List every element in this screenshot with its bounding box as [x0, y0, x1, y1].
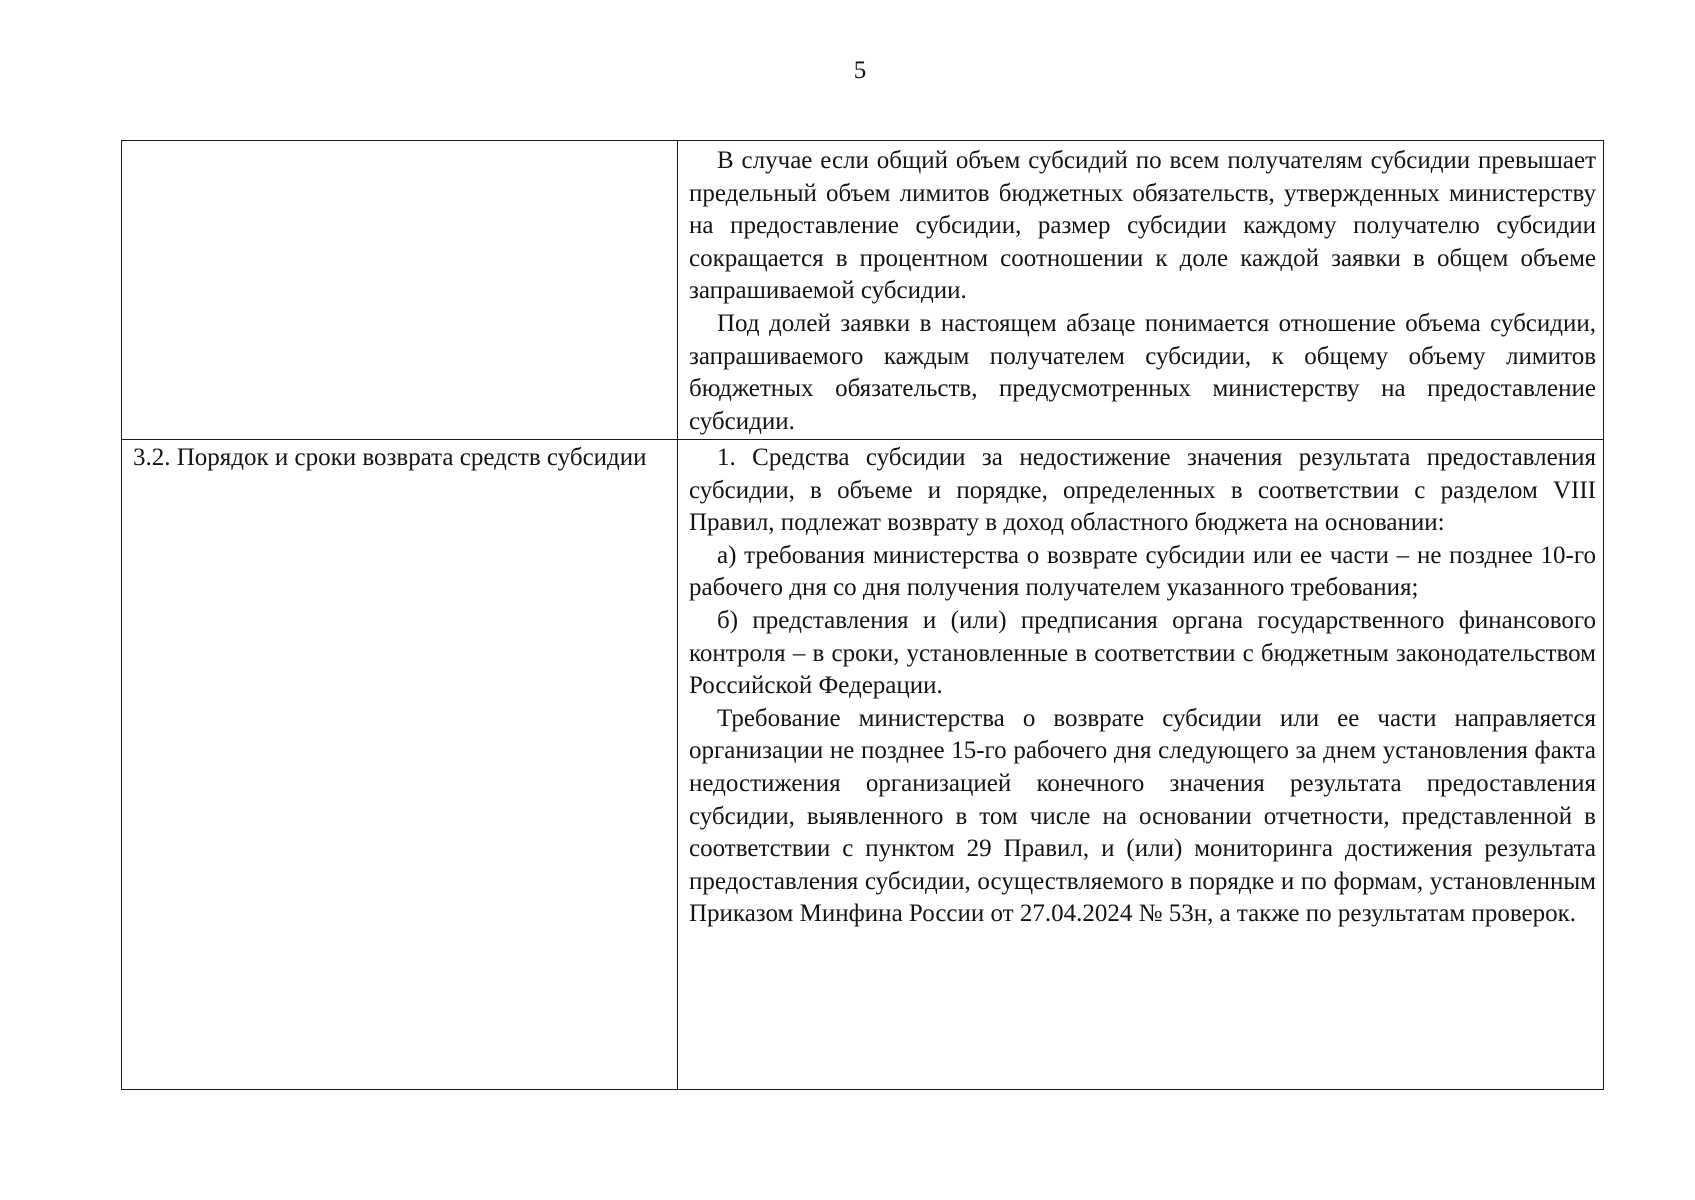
page-number: 5 [853, 57, 867, 84]
paragraph: б) представления и (или) предписания органа государственного финансового контроля – в сроки, установленные в соответствии с бюджетным законодательством Российской Федерации. [689, 606, 1596, 700]
document-table [121, 140, 1604, 1090]
paragraph: В случае если общий объем субсидий по всем получателям субсидии превышает предельный объем лимитов бюджетных обязательств, утвержденных министерству на предоставление субсидии, размер субсидии каждому получателю субсидии сокращается в процентном соотношении к доле каждой заявки в общем объеме запрашиваемой субсидии. [689, 147, 1596, 305]
paragraph: а) требования министерства о возврате субсидии или ее части – не позднее 10-го рабочего дня со дня получения получателем указанного требования; [689, 541, 1596, 602]
paragraph: Под долей заявки в настоящем абзаце понимается отношение объема субсидии, запрашиваемого каждым получателем субсидии, к общему объему лимитов бюджетных обязательств, предусмотренных министерству на предоставление субсидии. [689, 309, 1596, 435]
table-cell-right [678, 440, 1604, 1090]
paragraph: Требование министерства о возврате субсидии или ее части направляется организации не позднее 15-го рабочего дня следующего за днем установления факта недостижения организацией конечного значения результата предоставления субсидии, выявленного в том числе на основании отчетности, представленной в соответствии с пунктом 29 Правил, и (или) мониторинга достижения результата предоставления субсидии, осуществляемого в порядке и по формам, установленным Приказом Минфина России от 27.04.2024 № 53н, а также по результатам проверок. [689, 704, 1596, 928]
section-heading: 3.2. Порядок и сроки возврата средств субсидии [133, 444, 647, 471]
table-row [122, 141, 1604, 440]
table-cell-left [122, 440, 678, 1090]
table-cell-left [122, 141, 678, 440]
paragraph: 1. Средства субсидии за недостижение значения результата предоставления субсидии, в объеме и порядке, определенных в соответствии с разделом VIII Правил, подлежат возврату в доход областного бюджета на основании: [689, 444, 1596, 537]
table-cell-right [678, 141, 1604, 440]
table-row [122, 440, 1604, 1090]
